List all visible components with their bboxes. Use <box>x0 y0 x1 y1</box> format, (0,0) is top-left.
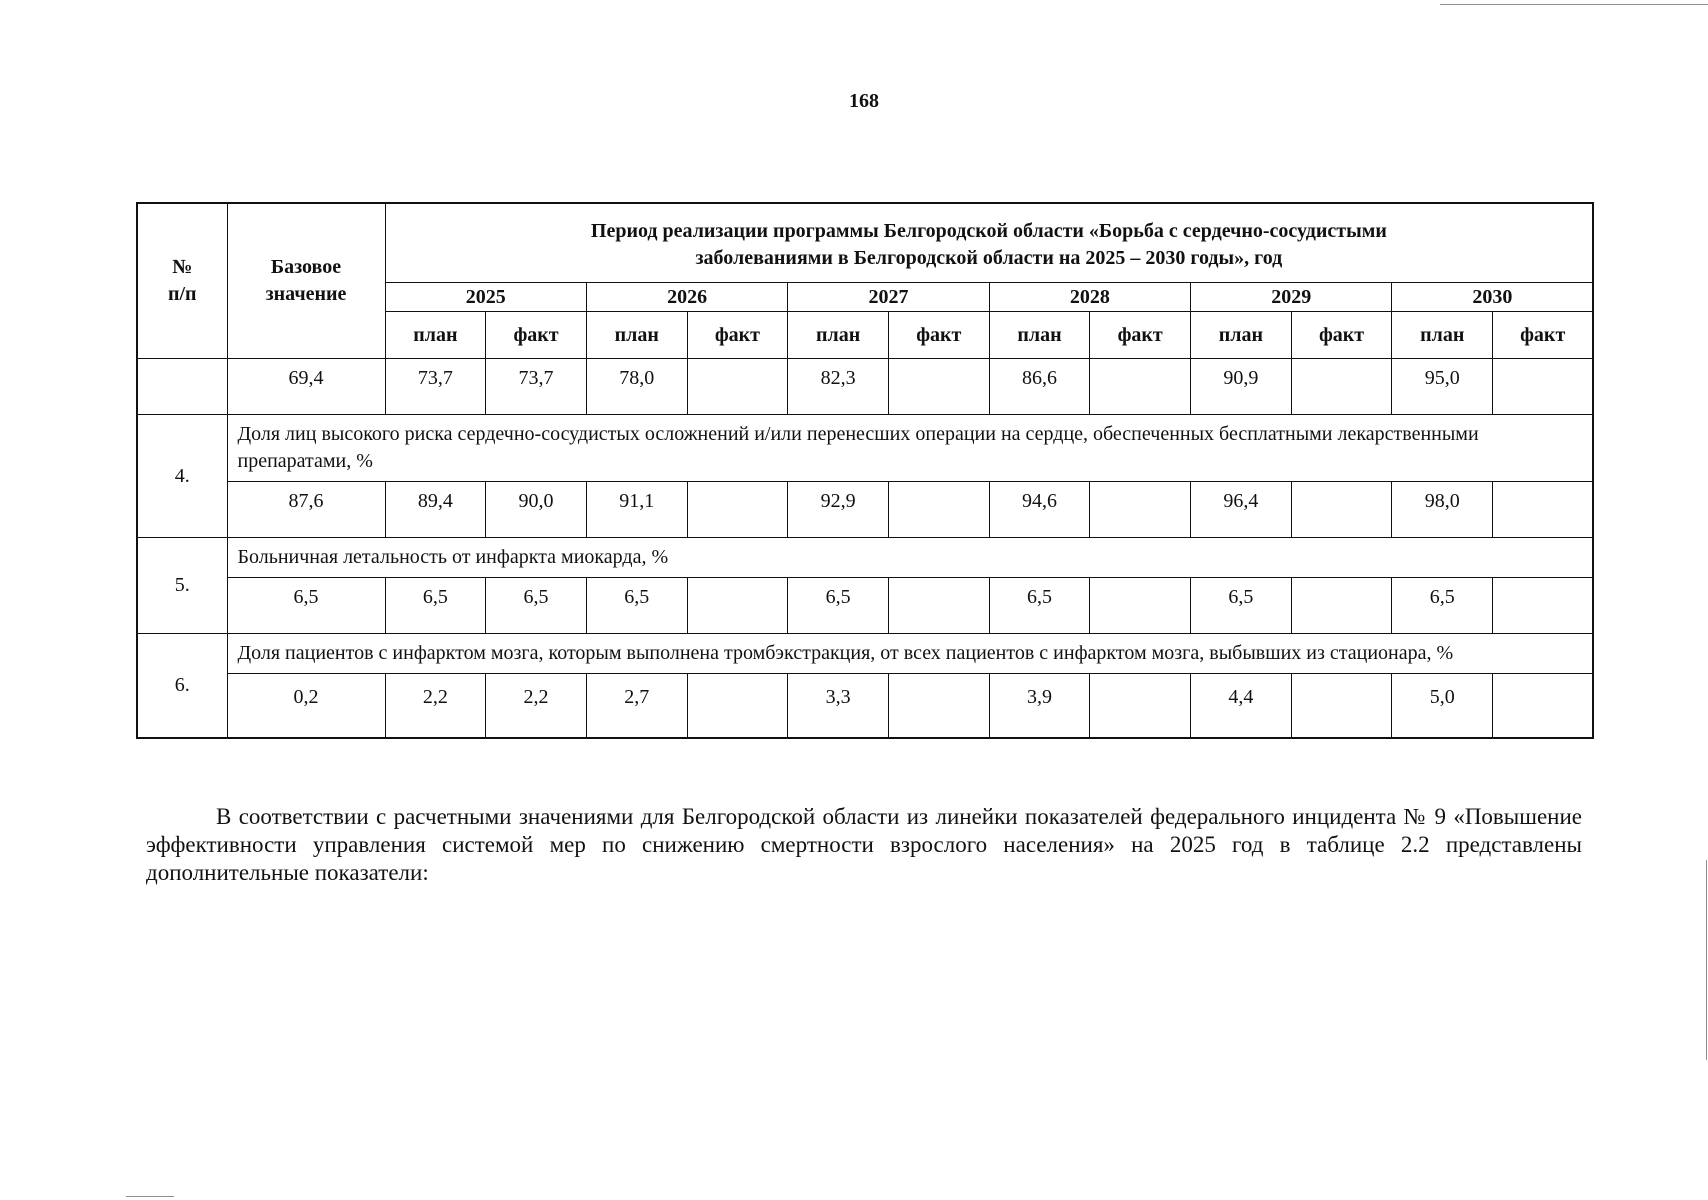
plan-value-cell: 6,5 <box>989 578 1090 634</box>
row-number: 5. <box>137 538 227 634</box>
plan-value-cell: 3,3 <box>788 674 889 738</box>
header-period-title: Период реализации программы Белгородской области «Борьба с сердечно-сосудистыми заболеваниями в Белгородской области на 2025 – 2030 годы», год <box>385 203 1593 283</box>
fact-value-cell <box>1291 482 1392 538</box>
fact-value-cell <box>1493 359 1594 415</box>
header-fact: факт <box>1090 312 1191 359</box>
plan-value-cell: 3,9 <box>989 674 1090 738</box>
header-year: 2026 <box>586 283 787 312</box>
fact-value-cell <box>1493 482 1594 538</box>
header-fact: факт <box>888 312 989 359</box>
header-base-value: Базовое значение <box>227 203 385 359</box>
header-year: 2028 <box>989 283 1190 312</box>
header-plan: план <box>586 312 687 359</box>
plan-value-cell: 86,6 <box>989 359 1090 415</box>
base-value-cell: 0,2 <box>227 674 385 738</box>
plan-value-cell: 4,4 <box>1191 674 1292 738</box>
fact-value-cell: 73,7 <box>486 359 587 415</box>
fact-value-cell <box>687 482 788 538</box>
header-year: 2027 <box>788 283 989 312</box>
indicator-name: Доля пациентов с инфарктом мозга, которым выполнена тромбэкстракция, от всех пациентов с инфарктом мозга, выбывших из стационара, % <box>227 634 1593 674</box>
header-plan: план <box>1392 312 1493 359</box>
table-row <box>137 359 1593 415</box>
indicator-row <box>137 634 1593 674</box>
plan-value-cell: 94,6 <box>989 482 1090 538</box>
base-value-cell: 6,5 <box>227 578 385 634</box>
indicator-row <box>137 538 1593 578</box>
plan-value-cell: 2,2 <box>385 674 486 738</box>
plan-value-cell: 92,9 <box>788 482 889 538</box>
header-num: № п/п <box>137 203 227 359</box>
indicator-row <box>137 415 1593 482</box>
fact-value-cell <box>1291 578 1392 634</box>
plan-value-cell: 5,0 <box>1392 674 1493 738</box>
header-year: 2025 <box>385 283 586 312</box>
fact-value-cell <box>888 674 989 738</box>
fact-value-cell: 6,5 <box>486 578 587 634</box>
indicators-table <box>136 202 1594 739</box>
header-year: 2029 <box>1191 283 1392 312</box>
plan-value-cell: 95,0 <box>1392 359 1493 415</box>
plan-value-cell: 6,5 <box>1392 578 1493 634</box>
row-number: 4. <box>137 415 227 538</box>
header-fact: факт <box>1493 312 1594 359</box>
scan-artifact-line <box>126 1196 174 1197</box>
base-value-cell: 69,4 <box>227 359 385 415</box>
plan-value-cell: 73,7 <box>385 359 486 415</box>
body-paragraph: В соответствии с расчетными значениями для Белгородской области из линейки показателей федерального инцидента № 9 «Повышение эффективности управления системой мер по снижению смертности взрослого населения» на 2025 год в таблице 2.2 представлены дополнительные показатели: <box>146 804 1582 885</box>
plan-value-cell: 78,0 <box>586 359 687 415</box>
plan-value-cell: 6,5 <box>586 578 687 634</box>
fact-value-cell <box>1493 578 1594 634</box>
fact-value-cell <box>1090 482 1191 538</box>
fact-value-cell <box>1090 674 1191 738</box>
table-body <box>137 359 1593 738</box>
scan-artifact-line <box>1440 4 1708 5</box>
scan-artifact-line <box>1706 860 1707 1060</box>
fact-value-cell: 2,2 <box>486 674 587 738</box>
indicator-name: Доля лиц высокого риска сердечно-сосудистых осложнений и/или перенесших операции на сердце, обеспеченных бесплатными лекарственными препаратами, % <box>227 415 1593 482</box>
fact-value-cell <box>687 674 788 738</box>
fact-value-cell <box>1291 359 1392 415</box>
plan-value-cell: 91,1 <box>586 482 687 538</box>
header-fact: факт <box>486 312 587 359</box>
header-plan: план <box>385 312 486 359</box>
fact-value-cell <box>888 578 989 634</box>
fact-value-cell <box>888 482 989 538</box>
fact-value-cell <box>1493 674 1594 738</box>
header-fact: факт <box>1291 312 1392 359</box>
table-row <box>137 578 1593 634</box>
fact-value-cell <box>888 359 989 415</box>
fact-value-cell <box>1090 578 1191 634</box>
plan-value-cell: 6,5 <box>385 578 486 634</box>
header-row-title <box>137 203 1593 283</box>
indicator-name: Больничная летальность от инфаркта миокарда, % <box>227 538 1593 578</box>
table-row <box>137 482 1593 538</box>
header-plan: план <box>989 312 1090 359</box>
fact-value-cell <box>687 359 788 415</box>
header-fact: факт <box>687 312 788 359</box>
fact-value-cell: 90,0 <box>486 482 587 538</box>
header-year: 2030 <box>1392 283 1593 312</box>
plan-value-cell: 82,3 <box>788 359 889 415</box>
page-number: 168 <box>849 90 879 112</box>
header-plan: план <box>1191 312 1292 359</box>
row-number <box>137 359 227 415</box>
base-value-cell: 87,6 <box>227 482 385 538</box>
fact-value-cell <box>1291 674 1392 738</box>
plan-value-cell: 90,9 <box>1191 359 1292 415</box>
fact-value-cell <box>1090 359 1191 415</box>
plan-value-cell: 98,0 <box>1392 482 1493 538</box>
plan-value-cell: 2,7 <box>586 674 687 738</box>
fact-value-cell <box>687 578 788 634</box>
plan-value-cell: 6,5 <box>1191 578 1292 634</box>
plan-value-cell: 89,4 <box>385 482 486 538</box>
plan-value-cell: 6,5 <box>788 578 889 634</box>
plan-value-cell: 96,4 <box>1191 482 1292 538</box>
table-row <box>137 674 1593 738</box>
header-plan: план <box>788 312 889 359</box>
row-number: 6. <box>137 634 227 738</box>
